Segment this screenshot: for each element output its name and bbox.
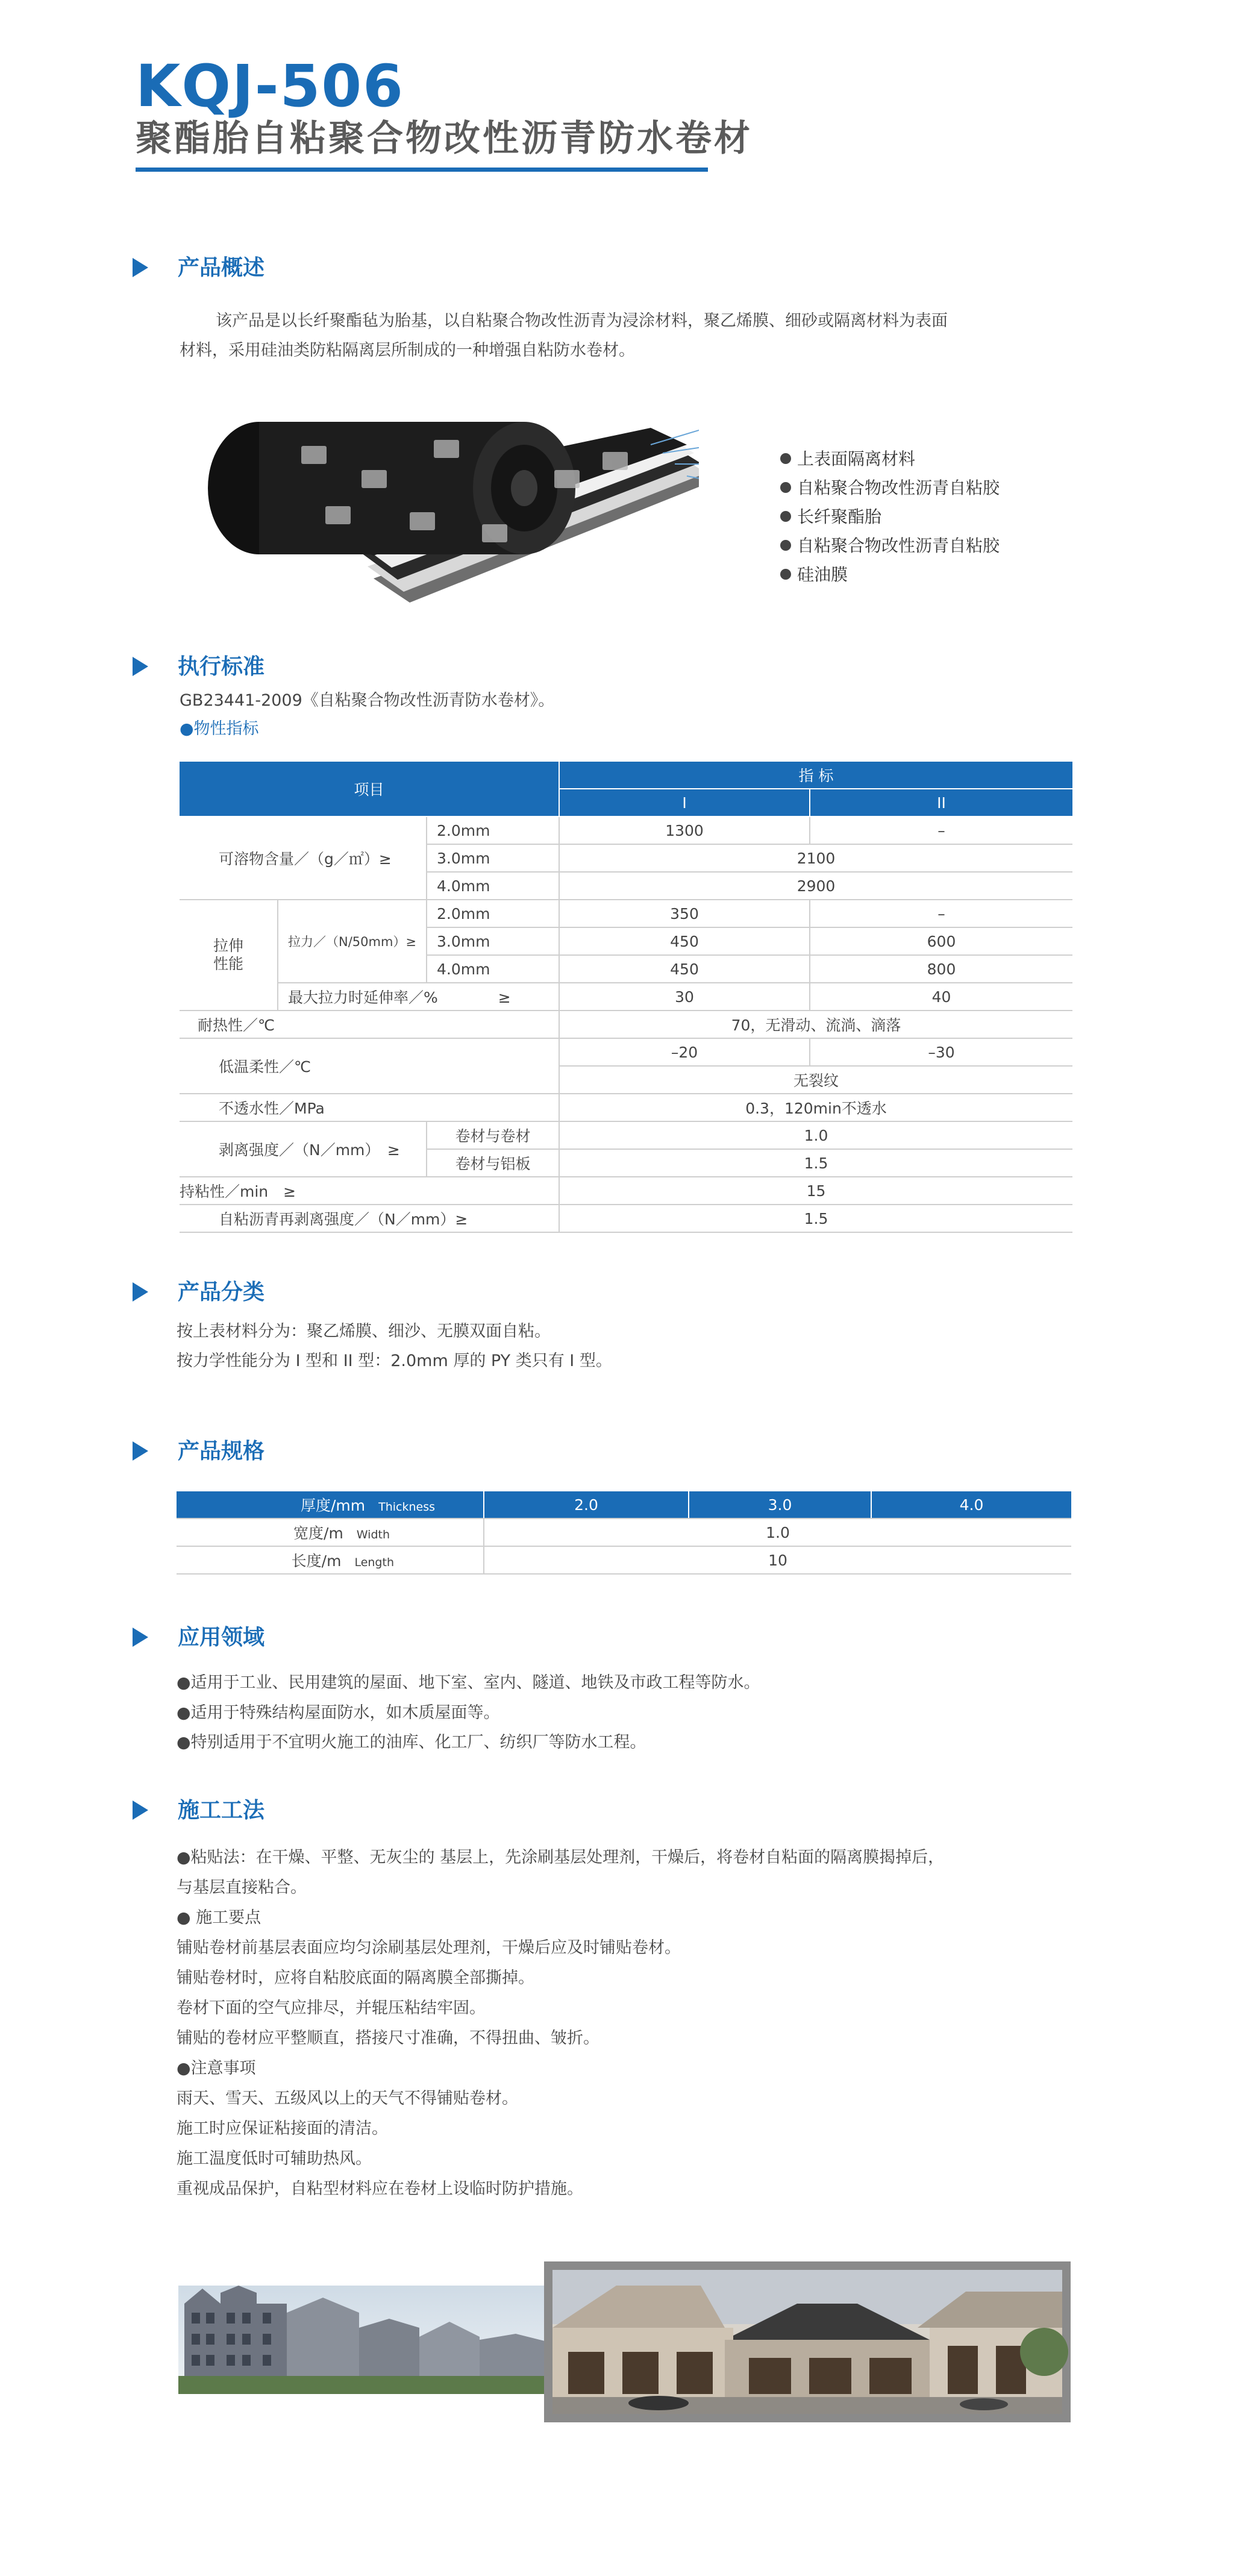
row-elongation: 最大拉力时延伸率／% ≥ [278,983,559,1011]
construct-line: ●粘贴法：在干燥、平整、无灰尘的 基层上，先涂刷基层处理剂，干燥后，将卷材自粘面的隔离膜揭掉后， [177,1848,945,1867]
construct-line: 施工时应保证粘接面的清洁。 [177,2119,388,2138]
membrane-roll-illustration [181,404,699,633]
section-title-construct: 施工工法 [178,1798,265,1823]
cell: 450 [559,927,810,955]
cell: 无裂纹 [559,1066,1072,1094]
cell: 3.0mm [427,927,559,955]
construct-line: 与基层直接粘合。 [177,1878,307,1897]
building-photo-left [178,2286,552,2394]
cell: 350 [559,900,810,927]
cell: 1.5 [559,1205,1072,1232]
layer-label: 自粘聚合物改性沥青自粘胶 [780,531,1094,560]
spec-thickness-en: Thickness [378,1500,435,1514]
spec-width-cn: 宽度/m [293,1525,343,1542]
cell: – [810,816,1072,844]
apply-line1: ●适用于工业、民用建筑的屋面、地下室、室内、隧道、地铁及市政工程等防水。 [177,1673,760,1692]
standard-subtitle: ●物性指标 [180,719,259,738]
cell: 450 [559,955,810,983]
title-underline [136,168,708,172]
spec-width-label [177,1518,484,1546]
row-impermeability: 不透水性／MPa [180,1094,559,1121]
building-photo-graphic [178,2286,552,2394]
cell: 600 [810,927,1072,955]
row-repeel: 自粘沥青再剥离强度／（N／mm）≥ [180,1205,559,1232]
construct-line: 铺贴的卷材应平整顺直，搭接尺寸准确，不得扭曲、皱折。 [177,2029,599,2048]
row-lowtemp: 低温柔性／℃ [180,1038,559,1094]
cell: 1.0 [559,1121,1072,1149]
row-heat: 耐热性／℃ [180,1011,559,1038]
classify-line2: 按力学性能分为 I 型和 II 型：2.0mm 厚的 PY 类只有 I 型。 [177,1352,612,1370]
construct-line: 铺贴卷材时，应将自粘胶底面的隔离膜全部撕掉。 [177,1969,534,1987]
spec-length-en: Length [354,1556,394,1569]
construct-line: 卷材下面的空气应排尽，并辊压粘结牢固。 [177,1999,486,2017]
section-title-apply: 应用领域 [178,1625,265,1650]
header-index: 指 标 [559,762,1072,789]
construct-line: 雨天、雪天、五级风以上的天气不得铺贴卷材。 [177,2089,518,2108]
construct-line: 施工温度低时可辅助热风。 [177,2149,372,2168]
cell: 2.0mm [427,816,559,844]
layer-label: 硅油膜 [780,560,1094,589]
cell: 卷材与铝板 [427,1149,559,1177]
model-number: KQJ-506 [136,52,404,120]
cell: 4.0mm [427,872,559,900]
section-arrow-icon [133,1441,148,1461]
section-arrow-icon [133,1800,148,1820]
header-type-I: I [559,789,810,816]
spec-thickness-cn: 厚度/mm [300,1497,366,1514]
cell: 2100 [559,844,1072,872]
spec-length-label [177,1546,484,1574]
cell: –20 [559,1038,810,1066]
membrane-roll-graphic [181,404,699,633]
section-arrow-icon [133,258,148,277]
construct-text-block [177,1843,1080,2204]
construct-line: 铺贴卷材前基层表面应均匀涂刷基层处理剂，干燥后应及时铺贴卷材。 [177,1938,681,1957]
cell: 1.5 [559,1149,1072,1177]
cell: 10 [484,1546,1071,1574]
section-title-overview: 产品概述 [178,255,265,280]
building-photo-graphic [544,2261,1071,2422]
section-arrow-icon [133,657,148,676]
property-table [180,762,1072,1233]
overview-text-line1: 该产品是以长纤聚酯毡为胎基，以自粘聚合物改性沥青为浸涂材料，聚乙烯膜、细砂或隔离材料为表面 [216,312,948,330]
layer-label: 上表面隔离材料 [780,445,1094,474]
section-title-classify: 产品分类 [178,1280,265,1305]
layer-labels [780,445,1094,589]
cell: 800 [810,955,1072,983]
cell: – [810,900,1072,927]
standard-text: GB23441-2009《自粘聚合物改性沥青防水卷材》。 [180,691,555,710]
row-peel: 剥离强度／（N／mm） ≥ [180,1121,427,1177]
cell: 0.3，120min不透水 [559,1094,1072,1121]
building-photo-right [544,2261,1071,2422]
row-tensile: 拉伸 性能 [180,900,278,1011]
overview-text-line2: 材料，采用硅油类防粘隔离层所制成的一种增强自粘防水卷材。 [180,341,635,360]
header-item: 项目 [180,762,559,816]
section-title-spec: 产品规格 [178,1439,265,1464]
cell: 1300 [559,816,810,844]
cell: 4.0 [871,1491,1071,1518]
cell: 40 [810,983,1072,1011]
apply-line2: ●适用于特殊结构屋面防水，如木质屋面等。 [177,1703,500,1722]
section-title-standard: 执行标准 [178,654,265,679]
cell: 15 [559,1177,1072,1205]
spec-width-en: Width [356,1528,390,1541]
apply-line3: ●特别适用于不宜明火施工的油库、化工厂、纺织厂等防水工程。 [177,1733,646,1752]
construct-line: ●注意事项 [177,2059,256,2078]
product-name: 聚酯胎自粘聚合物改性沥青防水卷材 [136,118,753,160]
row-hold: 持粘性／min ≥ [180,1177,559,1205]
cell: 1.0 [484,1518,1071,1546]
cell: 2900 [559,872,1072,900]
construct-line: ● 施工要点 [177,1908,261,1927]
cell: 4.0mm [427,955,559,983]
classify-line1: 按上表材料分为：聚乙烯膜、细沙、无膜双面自粘。 [177,1322,551,1341]
construct-line: 重视成品保护，自粘型材料应在卷材上设临时防护措施。 [177,2180,583,2198]
row-soluble: 可溶物含量／（g／㎡）≥ [180,816,427,900]
row-tensile-force: 拉力／（N/50mm）≥ [278,900,427,983]
cell: 30 [559,983,810,1011]
section-arrow-icon [133,1282,148,1302]
section-arrow-icon [133,1628,148,1647]
spec-thickness-label [177,1491,484,1518]
cell: 70，无滑动、流淌、滴落 [559,1011,1072,1038]
spec-length-cn: 长度/m [291,1552,342,1570]
header-type-II: II [810,789,1072,816]
spec-table [177,1491,1071,1575]
cell: 卷材与卷材 [427,1121,559,1149]
cell: 3.0 [689,1491,871,1518]
cell: 2.0 [484,1491,689,1518]
cell: 3.0mm [427,844,559,872]
cell: –30 [810,1038,1072,1066]
layer-label: 自粘聚合物改性沥青自粘胶 [780,474,1094,503]
layer-label: 长纤聚酯胎 [780,503,1094,531]
cell: 2.0mm [427,900,559,927]
